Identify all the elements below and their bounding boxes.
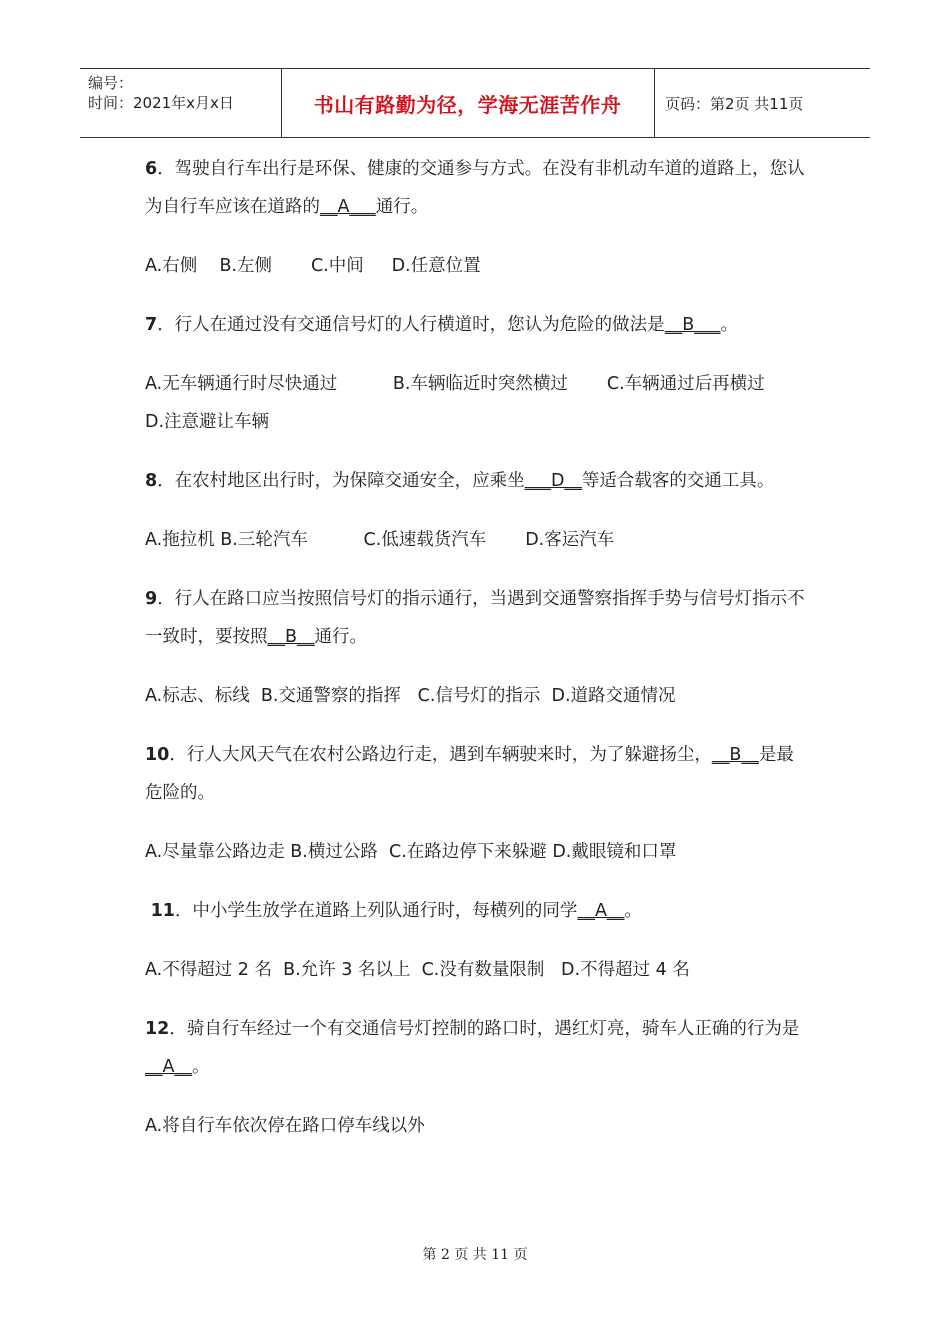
header-page-number: 页码：第2页 共11页 xyxy=(665,94,804,113)
question-number: 8 xyxy=(145,471,158,491)
question-options: A.无车辆通行时尽快通过 B.车辆临近时突然横过 C.车辆通过后再横过 D.注意避让车辆 xyxy=(145,374,843,432)
question-number: 6 xyxy=(145,159,158,179)
question-text: 6．驾驶自行车出行是环保、健康的交通参与方式。在没有非机动车道的道路上，您认为自行车应该在道路的__A___通行。 xyxy=(145,159,805,217)
question-block xyxy=(145,892,810,1010)
header-meta xyxy=(88,73,278,113)
answer-blank: __A__ xyxy=(577,901,625,921)
question-number: 7 xyxy=(145,315,158,335)
question-options: A.右侧 B.左侧 C.中间 D.任意位置 xyxy=(145,256,481,276)
question-number: 10 xyxy=(145,745,170,765)
document-date-label: 时间：2021年x月x日 xyxy=(88,94,234,112)
question-number: 12 xyxy=(145,1019,170,1039)
question-text: 8．在农村地区出行时，为保障交通安全，应乘坐___D__等适合载客的交通工具。 xyxy=(145,471,775,491)
question-list xyxy=(145,150,843,1145)
question-text: 12．骑自行车经过一个有交通信号灯控制的路口时，遇红灯亮，骑车人正确的行为是__A__。 xyxy=(145,1019,800,1077)
question-block xyxy=(145,462,810,580)
question-text: 7．行人在通过没有交通信号灯的人行横道时，您认为危险的做法是__B___。 xyxy=(145,315,738,335)
question-block xyxy=(145,150,810,306)
header-motto: 书山有路勤为径，学海无涯苦作舟 xyxy=(313,92,622,117)
answer-blank: __B__ xyxy=(267,627,315,647)
question-options: A.尽量靠公路边走 B.横过公路 C.在路边停下来躲避 D.戴眼镜和口罩 xyxy=(145,842,677,862)
question-options: A.标志、标线 B.交通警察的指挥 C.信号灯的指示 D.道路交通情况 xyxy=(145,686,676,706)
question-number: 11 xyxy=(150,901,175,921)
question-options: A.拖拉机 B.三轮汽车 C.低速载货汽车 D.客运汽车 xyxy=(145,530,615,550)
answer-blank: __B__ xyxy=(711,745,759,765)
question-options: A.不得超过 2 名 B.允许 3 名以上 C.没有数量限制 D.不得超过 4 名 xyxy=(145,960,690,980)
answer-blank: __A___ xyxy=(320,197,376,217)
question-block xyxy=(145,736,810,892)
answer-blank: __A__ xyxy=(145,1057,192,1077)
question-text: 9．行人在路口应当按照信号灯的指示通行，当遇到交通警察指挥手势与信号灯指示不一致时，要按照__B__通行。 xyxy=(145,589,805,647)
header-divider xyxy=(654,69,655,137)
question-text: 11．中小学生放学在道路上列队通行时，每横列的同学__A__。 xyxy=(150,901,642,921)
question-text: 10．行人大风天气在农村公路边行走，遇到车辆驶来时，为了躲避扬尘，__B__是最危险的。 xyxy=(145,745,794,803)
question-block xyxy=(145,580,810,736)
question-number: 9 xyxy=(145,589,158,609)
question-options: A.将自行车依次停在路口停车线以外 xyxy=(145,1116,425,1136)
question-block xyxy=(145,1010,810,1145)
document-number-label: 编号： xyxy=(88,74,134,92)
page-footer: 第 2 页 共 11 页 xyxy=(422,1247,528,1263)
answer-blank: __B___ xyxy=(664,315,721,335)
answer-blank: ___D__ xyxy=(524,471,582,491)
page-header xyxy=(80,68,870,138)
question-block xyxy=(145,306,843,462)
